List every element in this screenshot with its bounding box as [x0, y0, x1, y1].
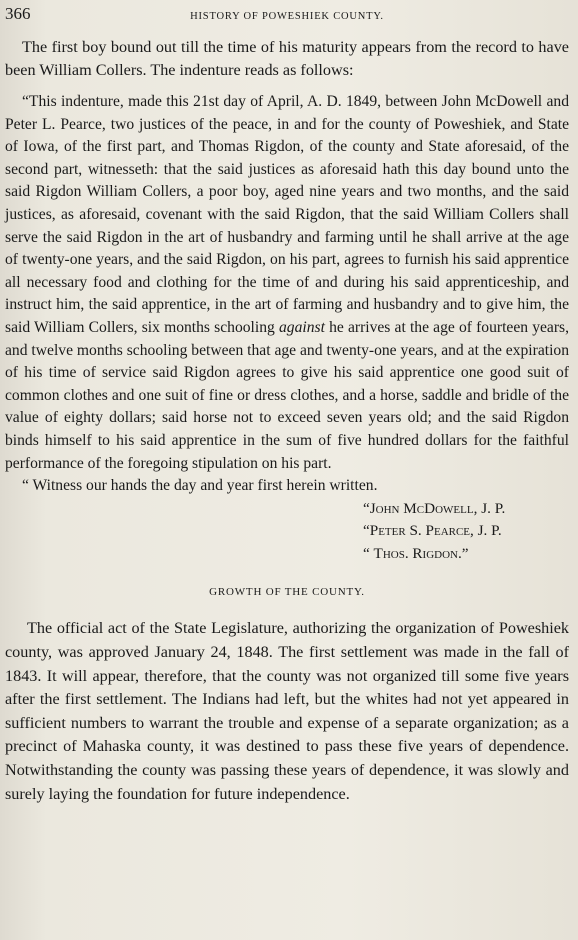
- indenture-text-part-2: he arrives at the age of fourteen years, and twelve months schooling between that age and twenty-one years, and at the expiration of his time of service said Rigdon agrees to give his said apprentice one good suit of common clothes and one suit of fine or dress clothes, and a horse, saddle and bridle of the value of eighty dollars; said horse not to exceed seven years old; and the said Rigdon binds himself to his said apprentice in the sum of five hundred dollars for the faithful performance of the foregoing stipulation on his part.: [5, 318, 570, 472]
- witness-line: “ Witness our hands the day and year first herein written.: [22, 477, 378, 495]
- indenture-text-part-1: “This indenture, made this 21st day of April, A. D. 1849, between John McDowell and Peter L. Pearce, two justices of the peace, in and for the county of Poweshiek, and State of Iowa, of the first part, and Thomas Rigdon, of the county and State aforesaid, of the second part, witnesseth: that the said justices as aforesaid hath this day bound unto the said Rigdon William Collers, a poor boy, aged nine years and two months, and the said justices, as aforesaid, covenant with the said Rigdon, that the said William Collers shall serve the said Rigdon in the art of husbandry and farming until he shall arrive at the age of twenty-one years, and the said Rigdon, on his part, agrees to furnish his said apprentice all necessary food and clothing for the time of and during his said apprenticeship, and instruct him, the said apprentice, in the art of farming and husbandry and to give him, the said William Collers, six months schooling: [5, 93, 569, 336]
- signature-open-quote: “: [363, 499, 370, 517]
- signature-peter-pearce: [363, 520, 569, 543]
- running-head: [5, 4, 569, 26]
- signature-suffix: .”: [458, 544, 469, 562]
- signature-name: Peter S. Pearce: [369, 522, 471, 540]
- signature-block: [363, 498, 569, 566]
- signature-suffix: , J. P.: [473, 499, 506, 517]
- intro-paragraph: The first boy bound out till the time of his maturity appears from the record to have been William Collers. The indenture reads as follows:: [5, 38, 569, 79]
- growth-paragraph: The official act of the State Legislature, authorizing the organization of Poweshiek county, was approved January 24, 1848. The first settlement was made in the fall of 1843. It will appear, therefore, that the county was not organized till some five years after the first settlement. The Indians had left, but the whites had not yet appeared in sufficient numbers to warrant the trouble and expense of a separate organization; as a precinct of Mahaska county, it was destined to pass these five years of dependence. Notwithstanding the county was passing these years of dependence, it was slowly and surely laying the foundation for future independence.: [5, 619, 569, 803]
- signature-name: Thos. Rigdon: [373, 544, 458, 562]
- section-heading: GROWTH OF THE COUNTY.: [209, 586, 365, 599]
- signature-open-quote: “: [363, 522, 370, 540]
- signature-name: John McDowell: [369, 499, 474, 517]
- signature-open-quote: “: [363, 544, 374, 562]
- signature-suffix: , J. P.: [470, 522, 502, 540]
- running-title: HISTORY OF POWESHIEK COUNTY.: [190, 11, 384, 22]
- page-number: 366: [5, 4, 31, 23]
- signature-thos-rigdon: [363, 543, 569, 566]
- indenture-italic-word: against: [278, 318, 325, 336]
- indenture-quote: [5, 91, 569, 475]
- signature-john-mcdowell: [363, 498, 569, 521]
